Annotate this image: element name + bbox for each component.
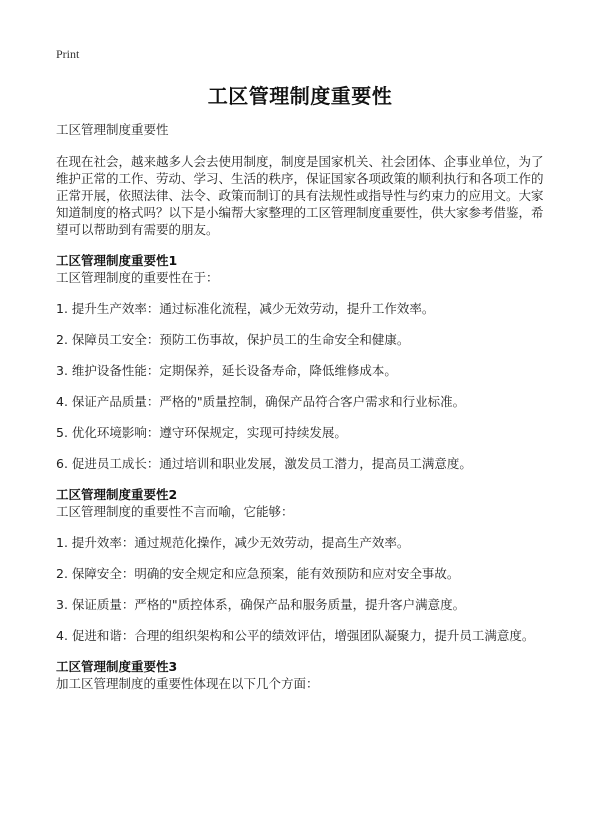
document-body <box>56 121 546 706</box>
document-subtitle: 工区管理制度重要性 <box>56 122 169 137</box>
list-item: 3. 保证质量：严格的"质控体系，确保产品和服务质量，提升客户满意度。 <box>56 597 466 612</box>
intro-paragraph: 在现在社会，越来越多人会去使用制度，制度是国家机关、社会团体、企事业单位，为了维护正常的工作、劳动、学习、生活的秩序，保证国家各项政策的顺利执行和各项工作的正常开展，依照法律、法令、政策而制订的具有法规性或指导性与约束力的应用文。大家知道制度的格式吗？以下是小编帮大家整理的工区管理制度重要性，供大家参考借鉴，希望可以帮助到有需要的朋友。 <box>56 154 544 237</box>
section-lead: 加工区管理制度的重要性体现在以下几个方面： <box>56 676 319 691</box>
list-item: 1. 提升效率：通过规范化操作，减少无效劳动，提高生产效率。 <box>56 535 410 550</box>
section-heading: 工区管理制度重要性3 <box>56 659 178 674</box>
list-item: 1. 提升生产效率：通过标准化流程，减少无效劳动，提升工作效率。 <box>56 301 435 316</box>
page-title: 工区管理制度重要性 <box>207 84 393 108</box>
list-item: 4. 保证产品质量：严格的"质量控制，确保产品符合客户需求和行业标准。 <box>56 394 466 409</box>
list-item: 5. 优化环境影响：遵守环保规定，实现可持续发展。 <box>56 425 347 440</box>
section-heading: 工区管理制度重要性1 <box>56 253 178 268</box>
section-lead: 工区管理制度的重要性不言而喻，它能够： <box>56 504 294 519</box>
list-item: 6. 促进员工成长：通过培训和职业发展，激发员工潜力，提高员工满意度。 <box>56 456 472 471</box>
list-item: 2. 保障安全：明确的安全规定和应急预案，能有效预防和应对安全事故。 <box>56 566 460 581</box>
section-heading: 工区管理制度重要性2 <box>56 487 178 502</box>
print-link[interactable]: Print <box>56 47 80 61</box>
section-lead: 工区管理制度的重要性在于： <box>56 270 219 285</box>
list-item: 2. 保障员工安全：预防工伤事故，保护员工的生命安全和健康。 <box>56 332 410 347</box>
list-item: 4. 促进和谐：合理的组织架构和公平的绩效评估，增强团队凝聚力，提升员工满意度。 <box>56 628 535 643</box>
list-item: 3. 维护设备性能：定期保养，延长设备寿命，降低维修成本。 <box>56 363 397 378</box>
